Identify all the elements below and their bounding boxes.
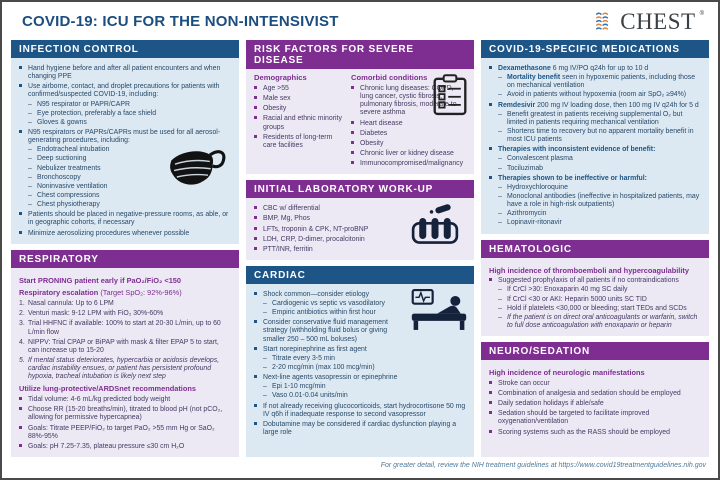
item-text: Obesity [263,105,287,113]
lead-line [19,277,231,286]
list-item [19,83,231,99]
list-item [254,319,404,343]
list-item [19,65,231,81]
item-text: Empiric antibiotics within first hour [272,309,376,317]
dash-bullet: – [498,219,502,227]
square-bullet [489,102,498,110]
item-text: Convalescent plasma [507,155,573,163]
item-text: If mental status deteriorates, hypercarbia or acidosis develops, cardiac instability ensues, or patient has persistent profound hypoxia, tracheal intubation is likely next step [28,356,220,381]
list-item [489,193,701,209]
lead-line [19,385,231,394]
number-marker: 2. [19,310,25,318]
square-bullet [19,443,28,451]
square-bullet [489,429,498,437]
item-text: CBC w/ differential [263,205,320,213]
dash-bullet: – [498,304,502,312]
test-tubes-icon [410,204,460,246]
list-item [19,110,231,118]
list-item [351,140,463,148]
item-text: Tociluzimab [507,164,543,172]
footer-note: For greater detail, review the NIH treatment guidelines at https://www.covid19treatmentguidelines.nih.gov [380,462,706,469]
dash-bullet: – [498,127,502,135]
section-covid-medications [481,40,709,234]
item-text: If CrCl >30: Enoxaparin 40 mg SC daily [507,286,628,294]
section-neuro-sedation [481,342,709,457]
item-text: Lopinavir-ritonavir [507,219,562,227]
square-bullet [19,65,28,81]
list-item [254,403,466,419]
list-item [254,115,343,131]
list-item [19,320,231,336]
list-item [254,364,404,372]
item-text: If the patient is on direct oral anticoagulants or warfarin, switch to full dose anticoagulation with enoxaparin or heparin [507,313,698,329]
section-header: NEURO/SEDATION [481,342,709,360]
list-item [351,150,463,158]
list-item [489,165,701,173]
dash-bullet: – [263,364,267,372]
list-item [489,314,701,330]
item-text: Avoid in patients without hypoxemia (room air SpO₂ ≥94%) [507,91,687,99]
dash-bullet: – [263,309,267,317]
item-text: Hold if platelets <30,000 or bleeding; start TEDs and SCDs [507,304,687,312]
section-body [246,198,474,260]
demographics-column [254,74,343,168]
square-bullet [351,120,360,128]
item-text: LDH, CRP, D-dimer, procalcitonin [263,235,365,243]
list-item [489,286,701,294]
item-text: LFTs, troponin & CPK, NT-proBNP [263,225,369,233]
square-bullet [489,65,498,73]
item-text: Chest physiotherapy [37,201,100,209]
item-text: Goals: Titrate PEEP/FiO₂ to target PaO₂ >55 mm Hg or SaO₂ 88%-95% [28,424,215,440]
item-text: N95 respirator or PAPR/CAPR [37,100,130,108]
square-bullet [254,215,263,223]
list-item [489,74,701,90]
demographics-heading: Demographics [254,73,307,82]
item-text: N95 respirators or PAPRs/CAPRs must be used for all aerosol-generating procedures, including: [28,128,221,145]
list-item [489,219,701,227]
section-header: COVID-19-SPECIFIC MEDICATIONS [481,40,709,58]
item-text: Next-line agents vasopressin or epinephrine [263,374,398,382]
item-text: Nasal cannula: Up to 6 LPM [28,300,114,308]
item-text: Vaso 0.01-0.04 units/min [272,392,348,400]
patient-bed-monitor-icon [410,289,468,331]
list-item [254,246,466,254]
number-marker: 3. [19,320,25,328]
item-text: Patients should be placed in negative-pressure rooms, as able, or in geographic cohorts, if necessary [28,211,229,227]
item-text: Epi 1-10 mcg/min [272,383,326,391]
list-item [351,130,463,138]
square-bullet [19,425,28,441]
item-text: Monoclonal antibodies (ineffective in hospitalized patients, may have a role in high-risk outpatients) [507,192,700,209]
list-item [19,310,231,318]
square-bullet [254,95,263,103]
section-body [246,69,474,174]
item-text: Therapies shown to be ineffective or harmful: [498,174,647,182]
list-item [254,291,404,299]
dash-bullet: – [28,109,32,117]
dash-bullet: – [498,313,502,321]
square-bullet [489,146,498,154]
list-item [19,201,231,209]
square-bullet [254,346,263,354]
dash-bullet: – [498,91,502,99]
list-item [19,357,231,381]
section-infection-control [11,40,239,244]
item-text: Start norepinephrine as first agent [263,345,367,353]
section-header: RESPIRATORY [11,250,239,268]
chest-logo-text: CHEST [620,9,696,34]
dash-bullet: – [498,74,502,82]
list-item [351,160,463,168]
section-hematologic [481,240,709,337]
square-bullet [254,134,263,150]
list-item [254,309,404,317]
dash-bullet: – [28,164,32,172]
item-text: Sedation should be targeted to facilitate improved oxygenation/ventilation [498,410,650,426]
item-text: Stroke can occur [498,379,550,387]
dash-bullet: – [28,155,32,163]
dash-bullet: – [498,286,502,294]
square-bullet [351,150,360,158]
list-item [489,400,701,408]
list-item [254,346,404,354]
item-text: Daily sedation holidays if able/safe [498,400,604,408]
list-item [19,406,231,422]
dash-bullet: – [28,146,32,154]
square-bullet [254,291,263,299]
dash-bullet: – [498,110,502,118]
square-bullet [351,130,360,138]
item-text: 2-20 mcg/min (max 100 mcg/min) [272,364,375,372]
list-item [19,443,231,451]
list-item [254,421,466,437]
item-text: Chronic liver or kidney disease [360,149,454,157]
list-item [254,374,404,382]
item-text: Nebulizer treatments [37,164,101,172]
section-lab-workup [246,180,474,260]
square-bullet [254,246,263,254]
number-marker: 1. [19,300,25,308]
list-item [489,429,701,437]
square-bullet [489,410,498,426]
item-text: Azithromycin [507,210,547,218]
dash-bullet: – [498,155,502,163]
square-bullet [351,160,360,168]
dash-bullet: – [263,354,267,362]
list-item [489,175,701,183]
list-item [254,355,404,363]
square-bullet [489,175,498,183]
square-bullet [254,319,263,343]
square-bullet [254,403,263,419]
column-left [11,40,239,457]
item-text: Chest compressions [37,191,100,199]
dash-bullet: – [28,191,32,199]
square-bullet [19,83,28,99]
list-item [489,128,701,144]
section-body [481,360,709,457]
list-item [19,230,231,238]
chest-logo [594,10,704,33]
lead-line [19,289,231,298]
square-bullet [19,396,28,404]
item-text: Goals: pH 7.25-7.35, plateau pressure ≤30 cm H₂O [28,442,185,450]
item-text: Respiratory escalation (Target SpO₂: 92%-96%) [19,288,182,298]
list-item [489,91,701,99]
item-text: Choose RR (15-20 breaths/min), titrated to blood pH (not pCO₂, allowing for permissive hypercapnea) [28,406,223,422]
list-item [489,210,701,218]
square-bullet [19,230,28,238]
list-item [489,111,701,127]
lead-line [489,267,701,276]
footer-bar [2,457,718,478]
list-item [489,65,701,73]
item-text: Consider conservative fluid management strategy (withholding fluid bolus or giving smaller 250 – 500 mL boluses) [263,319,388,343]
item-text: Hydroxychloroquine [507,183,568,191]
list-item [254,300,404,308]
list-item [489,277,701,285]
item-text: Immunocompromised/malignancy [360,160,464,168]
number-marker: 4. [19,338,25,346]
item-text: Remdesivir 200 mg IV loading dose, then 100 mg IV q24h for 5 d [498,101,699,109]
item-text: Bronchoscopy [37,173,81,181]
item-text: If not already receiving glucocorticoids, start hydrocortisone 50 mg IV q6h if inadequate response to second vasopressor [263,402,466,418]
item-text: Diabetes [360,129,388,137]
list-item [489,155,701,163]
dash-bullet: – [498,295,502,303]
square-bullet [19,406,28,422]
square-bullet [351,140,360,148]
dash-bullet: – [498,164,502,172]
list-item [19,339,231,355]
section-cardiac [246,266,474,457]
section-body [11,58,239,244]
number-marker: 5. [19,356,25,364]
square-bullet [254,205,263,213]
list-item [19,300,231,308]
list-item [489,146,701,154]
list-item [254,392,404,400]
list-item [19,192,231,200]
list-item [19,101,231,109]
item-text: Combination of analgesia and sedation should be employed [498,389,681,397]
section-body [481,258,709,337]
registered-mark: ® [699,11,704,17]
column-right [481,40,709,457]
dash-bullet: – [28,118,32,126]
dash-bullet: – [498,183,502,191]
section-header: HEMATOLOGIC [481,240,709,258]
square-bullet [254,105,263,113]
item-text: Chronic lung diseases: COPD, lung cancer, cystic fibrosis, pulmonary fibrosis, moderate to severe asthma [360,84,457,117]
content-grid [2,37,718,457]
dash-bullet: – [28,173,32,181]
item-text: BMP, Mg, Phos [263,215,310,223]
dash-bullet: – [263,383,267,391]
square-bullet [19,129,28,145]
comorbid-heading: Comorbid conditions [351,73,428,82]
square-bullet [254,374,263,382]
item-text: Use airborne, contact, and droplet precautions for patients with confirmed/suspected COVID-19, including: [28,83,220,99]
dash-bullet: – [28,182,32,190]
item-text: Heart disease [360,119,403,127]
item-text: Eye protection, preferably a face shield [37,109,157,117]
section-respiratory [11,250,239,457]
square-bullet [254,421,263,437]
dash-bullet: – [498,192,502,200]
list-item [489,410,701,426]
dash-bullet: – [28,201,32,209]
item-text: Shortens time to recovery but no apparent mortality benefit in most ICU patients [507,127,694,144]
list-item [351,120,463,128]
item-text: PTT/INR, ferritin [263,245,313,253]
item-text: Minimize aerosolizing procedures whenever possible [28,229,190,237]
square-bullet [254,226,263,234]
dash-bullet: – [263,300,267,308]
item-text: Racial and ethnic minority groups [263,115,342,131]
list-item [19,396,231,404]
square-bullet [489,390,498,398]
item-text: Residents of long-term care facilities [263,133,333,149]
item-text: Male sex [263,95,291,103]
list-item [254,383,404,391]
list-item [254,95,343,103]
item-text: If CrCl <30 or AKI: Heparin 5000 units SC TID [507,295,647,303]
item-text: Noninvasive ventilation [37,182,108,190]
item-text: Utilize lung-protective/ARDSnet recommendations [19,384,196,394]
square-bullet [254,236,263,244]
face-mask-icon [167,144,227,188]
item-text: Titrate every 3-5 min [272,354,335,362]
dash-bullet: – [498,210,502,218]
list-item [489,296,701,304]
item-text: Start PRONING patient early if PaO₂/FiO₂ <150 [19,275,182,285]
section-body [481,58,709,234]
item-text: Deep suctioning [37,155,87,163]
item-text: Age >55 [263,84,289,92]
item-text: Endotracheal intubation [37,146,110,154]
item-text: Suggested prophylaxis of all patients if no contraindications [498,277,679,285]
list-item [254,134,343,150]
square-bullet [351,85,360,118]
list-item [489,390,701,398]
list-item [19,119,231,127]
list-item [19,211,231,227]
dash-bullet: – [263,392,267,400]
lead-line [489,369,701,378]
list-item [19,129,231,145]
item-text: Tidal volume: 4-6 mL/kg predicted body weight [28,396,171,404]
list-item [254,85,343,93]
square-bullet [489,400,498,408]
chest-logo-icon [594,10,616,32]
section-header: RISK FACTORS FOR SEVERE DISEASE [246,40,474,69]
square-bullet [19,211,28,227]
item-text: Gloves & gowns [37,118,87,126]
list-item [19,425,231,441]
square-bullet [254,115,263,131]
column-middle [246,40,474,457]
page-title: COVID-19: ICU FOR THE NON-INTENSIVIST [22,13,339,30]
list-item [254,105,343,113]
list-item [489,102,701,110]
square-bullet [489,380,498,388]
section-header: CARDIAC [246,266,474,284]
section-header: INITIAL LABORATORY WORK-UP [246,180,474,198]
section-risk-factors [246,40,474,174]
section-header: INFECTION CONTROL [11,40,239,58]
item-text: Trial HHFNC if available: 100% to start at 20-30 L/min, up to 60 L/min flow [28,320,221,336]
list-item [489,184,701,192]
item-text: Hand hygiene before and after all patient encounters and when changing PPE [28,65,221,81]
item-text: NIPPV: Trial CPAP or BiPAP with mask & filter EPAP 5 to start, can increase up to 15-20 [28,338,219,354]
square-bullet [254,85,263,93]
item-text: Dobutamine may be considered if cardiac dysfunction playing a large role [263,420,457,437]
header-bar [2,2,718,37]
list-item [489,380,701,388]
item-text: Mortality benefit seen in hypoxemic patients, including those on mechanical ventilation [507,74,696,90]
checklist-clipboard-icon [432,73,468,117]
item-text: Venturi mask: 9-12 LPM with FiO₂ 30%-60% [28,310,164,318]
list-item [489,305,701,313]
section-body [11,268,239,457]
dash-bullet: – [28,100,32,108]
item-text: High incidence of neurologic manifestations [489,368,645,378]
item-text: Scoring systems such as the RASS should be employed [498,428,670,436]
square-bullet [489,277,498,285]
item-text: Cardiogenic vs septic vs vasodilatory [272,300,385,308]
item-text: High incidence of thromboemboli and hypercoagulability [489,265,689,275]
section-body [246,284,474,457]
item-text: Shock common—consider etiology [263,290,370,298]
item-text: Benefit greatest in patients receiving supplemental O₂ but limited in patients requiring mechanical ventilation [507,110,683,126]
item-text: Dexamethasone 6 mg IV/PO q24h for up to 10 d [498,65,649,72]
item-text: Therapies with inconsistent evidence of benefit: [498,146,656,154]
item-text: Obesity [360,139,384,147]
